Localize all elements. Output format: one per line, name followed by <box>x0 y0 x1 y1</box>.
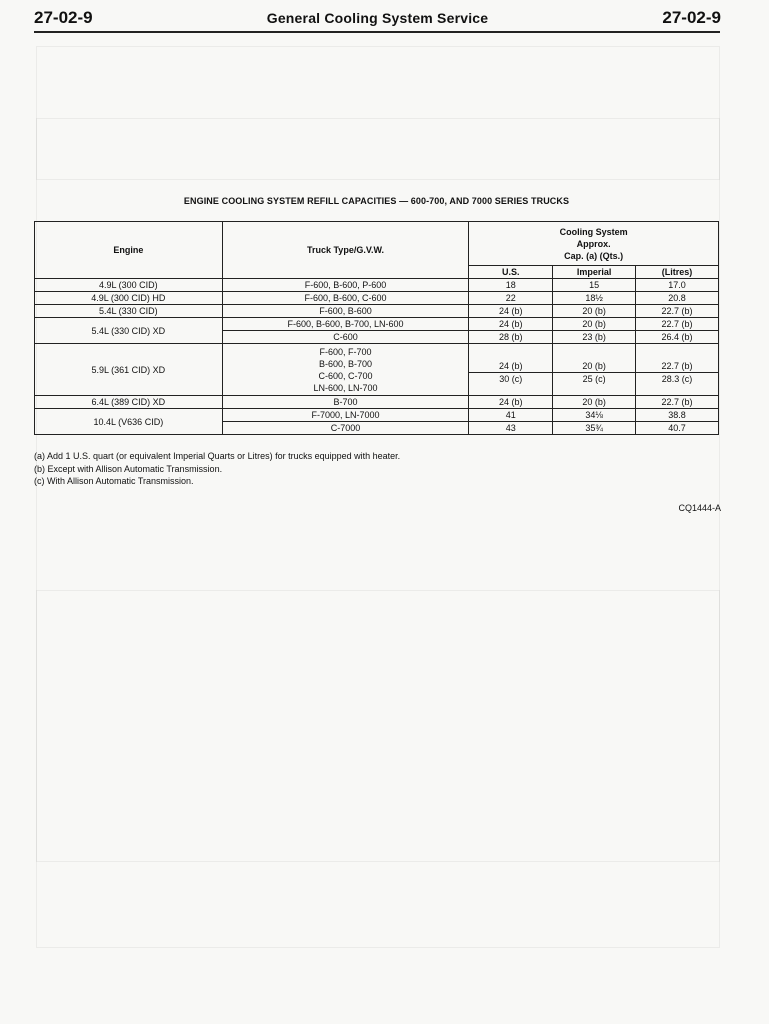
cell-imperial: 15 <box>553 279 636 292</box>
cell-truck-line: B-600, B-700 <box>318 358 373 369</box>
figure-code: CQ1444-A <box>678 503 721 513</box>
cell-engine: 4.9L (300 CID) HD <box>35 292 223 305</box>
cell-litres: 40.7 <box>636 422 719 435</box>
header-capacity <box>469 222 719 266</box>
cell-litres: 28.3 (c) <box>636 373 719 396</box>
table-row <box>35 344 719 373</box>
footnotes <box>34 450 400 488</box>
cell-imperial: 18½ <box>553 292 636 305</box>
cell-engine: 4.9L (300 CID) <box>35 279 223 292</box>
cell-truck: F-600, B-600, P-600 <box>222 279 469 292</box>
cell-imperial: 35¾ <box>553 422 636 435</box>
cell-truck: C-7000 <box>222 422 469 435</box>
cell-us: 24 (b) <box>469 305 553 318</box>
cell-engine: 5.9L (361 CID) XD <box>35 344 223 396</box>
cell-us: 24 (b) <box>469 396 553 409</box>
table-row <box>35 292 719 305</box>
footnote-c: (c) With Allison Automatic Transmission. <box>34 476 194 486</box>
cell-us: 24 (b) <box>469 318 553 331</box>
cell-us: 22 <box>469 292 553 305</box>
cell-engine: 10.4L (V636 CID) <box>35 409 223 435</box>
cell-imperial: 25 (c) <box>553 373 636 396</box>
cell-truck-line: F-600, F-700 <box>319 346 372 357</box>
footnote-a: (a) Add 1 U.S. quart (or equivalent Imperial Quarts or Litres) for trucks equipped with heater. <box>34 451 401 461</box>
cell-imperial: 20 (b) <box>553 318 636 331</box>
capacity-table <box>34 221 719 435</box>
header-capacity-line2: Approx. <box>576 238 611 249</box>
page-title: General Cooling System Service <box>266 10 489 26</box>
cell-imperial: 20 (b) <box>553 396 636 409</box>
header-engine: Engine <box>35 222 223 279</box>
cell-litres: 22.7 (b) <box>636 344 719 373</box>
cell-engine: 6.4L (389 CID) XD <box>35 396 223 409</box>
table-header-row <box>35 222 719 266</box>
ghost-frame <box>36 118 720 180</box>
header-litres: (Litres) <box>636 266 719 279</box>
cell-litres: 22.7 (b) <box>636 396 719 409</box>
cell-us: 28 (b) <box>469 331 553 344</box>
table-caption: ENGINE COOLING SYSTEM REFILL CAPACITIES — 600-700, AND 7000 SERIES TRUCKS <box>183 196 570 206</box>
cell-engine: 5.4L (330 CID) XD <box>35 318 223 344</box>
cell-truck: F-7000, LN-7000 <box>222 409 469 422</box>
cell-imperial: 20 (b) <box>553 344 636 373</box>
header-truck-type: Truck Type/G.V.W. <box>222 222 469 279</box>
table-row <box>35 409 719 422</box>
ghost-frame <box>36 590 720 862</box>
cell-truck-line: C-600, C-700 <box>318 370 373 381</box>
cell-engine: 5.4L (330 CID) <box>35 305 223 318</box>
table-row <box>35 318 719 331</box>
cell-truck: C-600 <box>222 331 469 344</box>
cell-imperial: 20 (b) <box>553 305 636 318</box>
cell-us: 30 (c) <box>469 373 553 396</box>
footnote-b: (b) Except with Allison Automatic Transmission. <box>34 463 223 474</box>
cell-litres: 22.7 (b) <box>636 305 719 318</box>
header-imperial: Imperial <box>553 266 636 279</box>
header-capacity-line3: Cap. (a) (Qts.) <box>564 250 624 261</box>
cell-truck: F-600, B-600, B-700, LN-600 <box>222 318 469 331</box>
cell-truck: F-600, B-600 <box>222 305 469 318</box>
page-number-right: 27-02-9 <box>662 8 721 27</box>
cell-truck-line: LN-600, LN-700 <box>313 382 378 393</box>
table-row <box>35 279 719 292</box>
page-number-left: 27-02-9 <box>34 8 93 27</box>
table-row <box>35 396 719 409</box>
cell-us: 24 (b) <box>469 344 553 373</box>
header-capacity-line1: Cooling System <box>559 226 628 237</box>
cell-truck: B-700 <box>222 396 469 409</box>
cell-litres: 20.8 <box>636 292 719 305</box>
cell-litres: 26.4 (b) <box>636 331 719 344</box>
header-us: U.S. <box>469 266 553 279</box>
cell-imperial: 23 (b) <box>553 331 636 344</box>
cell-us: 41 <box>469 409 553 422</box>
cell-litres: 38.8 <box>636 409 719 422</box>
cell-truck <box>222 344 469 396</box>
cell-us: 43 <box>469 422 553 435</box>
page-header <box>34 8 721 32</box>
table-row <box>35 305 719 318</box>
header-rule <box>34 31 720 33</box>
cell-litres: 17.0 <box>636 279 719 292</box>
cell-truck: F-600, B-600, C-600 <box>222 292 469 305</box>
cell-imperial: 34⅛ <box>553 409 636 422</box>
cell-us: 18 <box>469 279 553 292</box>
cell-litres: 22.7 (b) <box>636 318 719 331</box>
